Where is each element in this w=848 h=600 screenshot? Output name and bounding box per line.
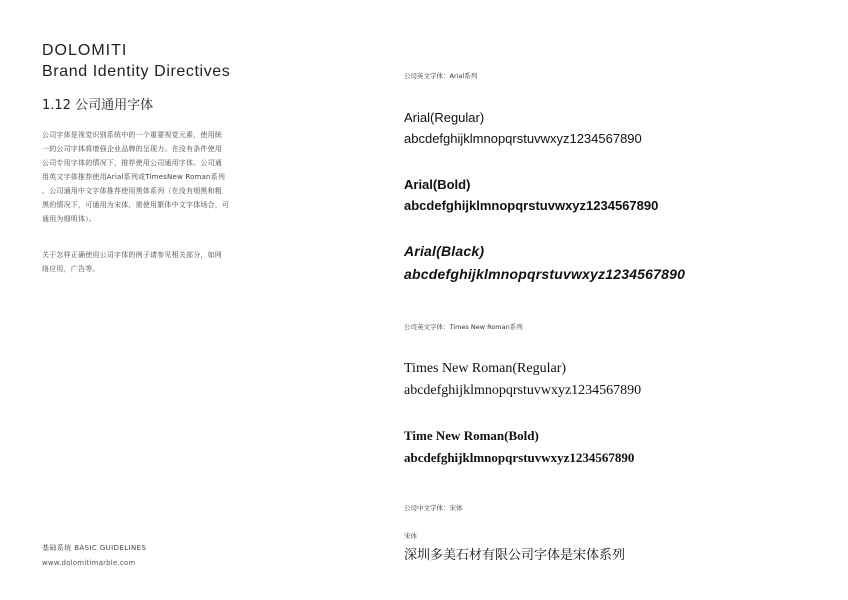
- arial-black-name: Arial(Black): [404, 243, 485, 259]
- arial-black-sample: abcdefghijklmnopqrstuvwxyz1234567890: [404, 266, 686, 282]
- paragraph-line: 。公司通用中文字体推荐使用黑体系列（在没有细黑和粗: [42, 187, 222, 195]
- chinese-font-label: 公司中文字体：宋体: [404, 504, 463, 512]
- arial-bold-sample: abcdefghijklmnopqrstuvwxyz1234567890: [404, 198, 659, 213]
- paragraph-line: 通用为细明体）。: [42, 215, 97, 223]
- times-regular-name: Times New Roman(Regular): [404, 361, 567, 376]
- brand-name: DOLOMITI: [42, 42, 128, 59]
- arial-series-label: 公司英文字体：Arial系列: [404, 72, 478, 80]
- song-font-sample: 深圳多美石材有限公司字体是宋体系列: [404, 548, 626, 563]
- paragraph-line: 用英文字体推荐使用Arial系列或TimesNew Roman系列: [42, 173, 226, 181]
- paragraph-line: 络应用，广告等。: [42, 265, 100, 273]
- section-title: 1.12 公司通用字体: [42, 98, 154, 113]
- description-paragraph: [42, 128, 238, 226]
- song-font-name: 宋体: [404, 532, 417, 540]
- usage-paragraph: [42, 248, 238, 276]
- paragraph-line: 一的公司字体将增强企业品牌的呈现力。在没有条件使用: [42, 145, 222, 153]
- arial-regular-sample: abcdefghijklmnopqrstuvwxyz1234567890: [404, 131, 642, 146]
- times-bold-sample: abcdefghijklmnopqrstuvwxyz1234567890: [404, 450, 635, 465]
- paragraph-line: 公司专用字体的情况下，推荐使用公司通用字体。公司通: [42, 159, 222, 167]
- times-series-label: 公司英文字体：Times New Roman系列: [404, 323, 523, 331]
- paragraph-line: 公司字体是视觉识别系统中的一个重要视觉元素，使用统: [42, 131, 222, 139]
- brand-subtitle: Brand Identity Directives: [42, 63, 231, 80]
- arial-regular-name: Arial(Regular): [404, 110, 485, 125]
- paragraph-line: 黑的情况下，可通用为宋体，需使用繁体中文字体场合，可: [42, 201, 230, 209]
- footer-website-link[interactable]: www.dolomitimarble.com: [42, 559, 136, 567]
- paragraph-line: 关于怎样正确使用公司字体的例子请参见相关部分，如网: [42, 251, 222, 259]
- arial-bold-name: Arial(Bold): [404, 177, 471, 192]
- times-bold-name: Time New Roman(Bold): [404, 428, 539, 443]
- footer-section-label: 基础系统 BASIC GUIDELINES: [42, 544, 147, 552]
- times-regular-sample: abcdefghijklmnopqrstuvwxyz1234567890: [404, 383, 642, 398]
